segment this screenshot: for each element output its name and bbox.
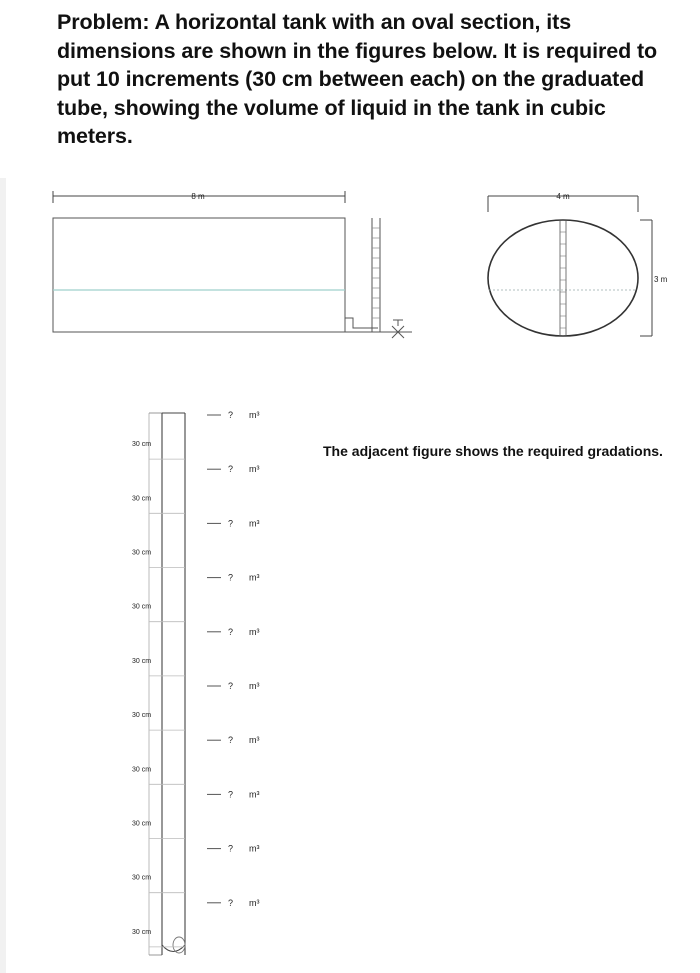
spacing-label: 30 cm xyxy=(132,766,152,774)
valve-icon xyxy=(378,320,412,338)
volume-unit: m³ xyxy=(249,410,260,420)
connecting-pipe xyxy=(345,318,378,328)
spacing-label: 30 cm xyxy=(132,495,152,503)
spacing-label: 30 cm xyxy=(132,603,152,611)
tank-length-label: 8 m xyxy=(191,192,205,201)
volume-unit: m³ xyxy=(249,789,260,800)
volume-placeholder: ? xyxy=(228,735,234,746)
small-graduated-tube xyxy=(372,218,380,332)
tank-body xyxy=(53,218,345,332)
volume-unit: m³ xyxy=(249,518,260,529)
volume-placeholder: ? xyxy=(228,572,234,583)
volume-placeholder: ? xyxy=(228,464,234,475)
volume-unit: m³ xyxy=(249,464,260,475)
volume-placeholder: ? xyxy=(228,681,234,691)
volume-placeholder: ? xyxy=(228,897,234,908)
problem-statement: Problem: A horizontal tank with an oval section, its dimensions are shown in the figures below. It is required to put 10 increments (30 cm between each) on the graduated tube, showing the volume of liquid in the tank in cubic meters. xyxy=(57,10,658,148)
volume-unit: m³ xyxy=(249,735,260,746)
volume-unit: m³ xyxy=(249,681,260,691)
tank-side-view xyxy=(53,191,412,338)
spacing-label: 30 cm xyxy=(132,820,152,828)
volume-unit: m³ xyxy=(249,572,260,583)
gradations-note: The adjacent figure shows the required gradations. xyxy=(323,443,663,459)
spacing-label: 30 cm xyxy=(132,712,152,720)
oval-height-label: 3 m xyxy=(654,275,668,284)
volume-placeholder: ? xyxy=(228,626,234,637)
spacing-label: 30 cm xyxy=(132,874,152,882)
volume-unit: m³ xyxy=(249,626,260,637)
graduated-tube-figure xyxy=(132,410,260,955)
volume-placeholder: ? xyxy=(228,410,234,420)
spacing-label: 30 cm xyxy=(132,928,152,936)
volume-placeholder: ? xyxy=(228,518,234,529)
spacing-label: 30 cm xyxy=(132,441,152,449)
oval-width-label: 4 m xyxy=(556,192,570,201)
volume-unit: m³ xyxy=(249,843,260,854)
volume-placeholder: ? xyxy=(228,843,234,854)
volume-placeholder: ? xyxy=(228,789,234,800)
oval-cross-section xyxy=(488,220,638,336)
spacing-label: 30 cm xyxy=(132,549,152,557)
oval-section-view xyxy=(488,192,668,336)
spacing-label: 30 cm xyxy=(132,657,152,665)
volume-unit: m³ xyxy=(249,897,260,908)
